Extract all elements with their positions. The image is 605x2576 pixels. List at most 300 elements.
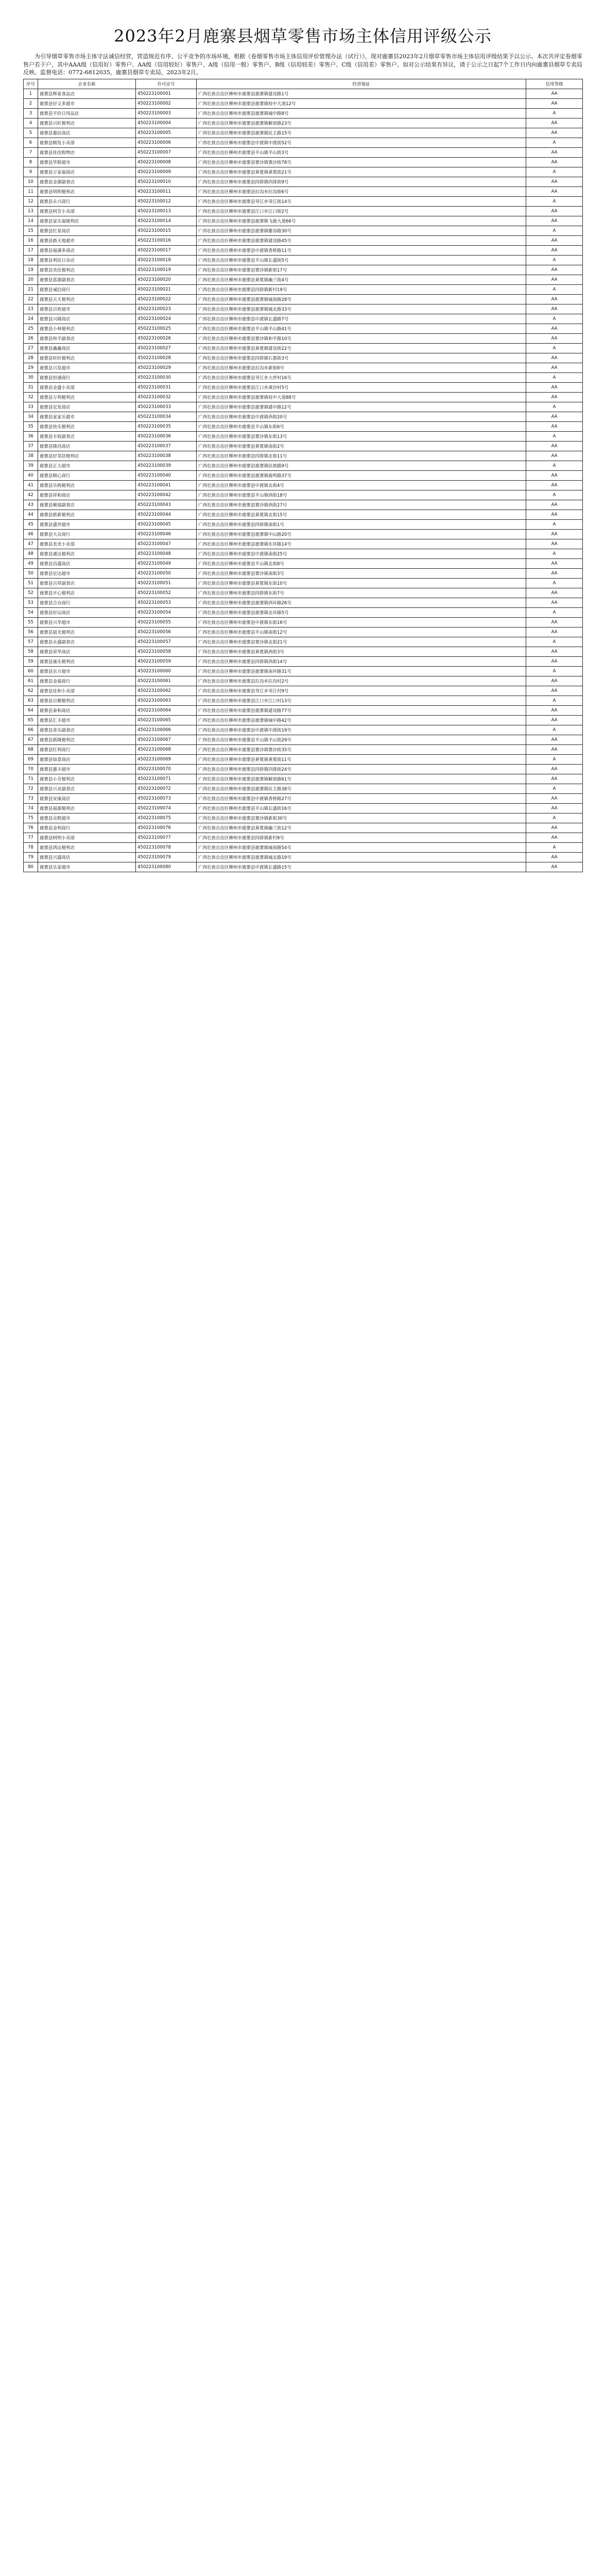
row-credit-grade: AA (526, 735, 583, 744)
row-number: 57 (24, 637, 38, 647)
row-number: 35 (24, 421, 38, 431)
row-address: 广西壮族自治区柳州市鹿寨县江口乡江口街2号 (197, 206, 526, 216)
row-license-number: 450223100003 (136, 108, 197, 118)
row-license-number: 450223100070 (136, 764, 197, 774)
row-credit-grade: AA (526, 647, 583, 656)
row-license-number: 450223100079 (136, 852, 197, 862)
row-license-number: 450223100021 (136, 284, 197, 294)
row-credit-grade: AA (526, 764, 583, 774)
row-business-name: 鹿寨县恒通商行 (38, 372, 136, 382)
row-license-number: 450223100011 (136, 187, 197, 196)
row-license-number: 450223100038 (136, 451, 197, 461)
row-license-number: 450223100046 (136, 529, 197, 539)
row-credit-grade: A (526, 108, 583, 118)
row-business-name: 鹿寨县鑫鑫商店 (38, 343, 136, 353)
row-business-name: 鹿寨县好又多超市 (38, 98, 136, 108)
row-number: 12 (24, 196, 38, 206)
table-row (24, 588, 583, 598)
row-number: 24 (24, 314, 38, 324)
row-credit-grade: AA (526, 715, 583, 725)
row-license-number: 450223100065 (136, 715, 197, 725)
row-address: 广西壮族自治区柳州市鹿寨县鹿寨镇建设路45号 (197, 235, 526, 245)
row-address: 广西壮族自治区柳州市鹿寨县鹿寨镇城南路28号 (197, 294, 526, 304)
row-number: 36 (24, 431, 38, 441)
row-credit-grade: A (526, 519, 583, 529)
table-row (24, 470, 583, 480)
row-address: 广西壮族自治区柳州市鹿寨县四排镇新村19号 (197, 284, 526, 294)
row-address: 广西壮族自治区柳州市鹿寨县鹿寨镇民主路15号 (197, 128, 526, 138)
intro-paragraph: 为引导烟草零售市场主体守法诚信经营，营造规范有序、公平竞争的市场环境，根据《卷烟零售市场主体信用评价管理办法（试行）》，现对鹿寨县2023年2月烟草零售市场主体信用评级结果予以公示。本次共评定卷烟零售户若干户，其中AAA级（信用好）零售户、AA级（信用较好）零售户、A级（信用一般）零售户、B级（信用较差）零售户、C级（信用差）零售户。如对公示结果有异议，请于公示之日起7个工作日内向鹿寨县烟草专卖局反映。监督电话：0772-6812035，鹿寨县烟草专卖局，2023年2月。 (23, 53, 582, 76)
row-license-number: 450223100047 (136, 539, 197, 549)
row-address: 广西壮族自治区柳州市鹿寨县黄冕镇黄冕街21号 (197, 167, 526, 177)
table-row (24, 108, 583, 118)
row-license-number: 450223100040 (136, 470, 197, 480)
row-license-number: 450223100024 (136, 314, 197, 324)
row-credit-grade: AA (526, 157, 583, 167)
row-address: 广西壮族自治区柳州市鹿寨县鹿寨镇建设路77号 (197, 705, 526, 715)
row-address: 广西壮族自治区柳州市鹿寨县中渡镇长盛路15号 (197, 862, 526, 872)
row-number: 19 (24, 265, 38, 275)
row-business-name: 鹿寨县盛世超市 (38, 519, 136, 529)
table-row (24, 196, 583, 206)
row-address: 广西壮族自治区柳州市鹿寨县中渡镇中渡街19号 (197, 725, 526, 735)
row-number: 30 (24, 372, 38, 382)
row-number: 22 (24, 294, 38, 304)
header-grade: 信用等级 (526, 79, 583, 89)
row-number: 53 (24, 598, 38, 607)
row-business-name: 鹿寨县乐购便利店 (38, 480, 136, 490)
row-license-number: 450223100022 (136, 294, 197, 304)
row-license-number: 450223100075 (136, 813, 197, 823)
row-license-number: 450223100031 (136, 382, 197, 392)
row-license-number: 450223100068 (136, 744, 197, 754)
row-business-name: 鹿寨县旺旺便利店 (38, 353, 136, 363)
row-business-name: 鹿寨县安康商店 (38, 793, 136, 803)
row-business-name: 鹿寨县家家乐超市 (38, 412, 136, 421)
row-credit-grade: AA (526, 265, 583, 275)
row-credit-grade: AA (526, 421, 583, 431)
table-row (24, 461, 583, 470)
row-business-name: 鹿寨县惠民商店 (38, 128, 136, 138)
row-number: 26 (24, 333, 38, 343)
row-license-number: 450223100034 (136, 412, 197, 421)
table-row (24, 862, 583, 872)
row-credit-grade: AA (526, 862, 583, 872)
row-credit-grade: AA (526, 705, 583, 715)
row-license-number: 450223100042 (136, 490, 197, 500)
row-address: 广西壮族自治区柳州市鹿寨县黄冕镇幽兰街4号 (197, 275, 526, 284)
row-credit-grade: A (526, 284, 583, 294)
row-address: 广西壮族自治区柳州市鹿寨县江口乡黄沙村5号 (197, 382, 526, 392)
row-license-number: 450223100067 (136, 735, 197, 744)
table-row (24, 382, 583, 392)
row-license-number: 450223100078 (136, 842, 197, 852)
row-number: 40 (24, 470, 38, 480)
row-credit-grade: AA (526, 177, 583, 187)
table-row (24, 480, 583, 490)
row-credit-grade: AA (526, 470, 583, 480)
table-row (24, 226, 583, 235)
row-credit-grade: A (526, 637, 583, 647)
row-license-number: 450223100019 (136, 265, 197, 275)
table-row (24, 813, 583, 823)
row-number: 77 (24, 833, 38, 842)
row-credit-grade: AA (526, 333, 583, 343)
row-business-name: 鹿寨县天天便利店 (38, 294, 136, 304)
row-number: 16 (24, 235, 38, 245)
row-address: 广西壮族自治区柳州市鹿寨县黄冕镇南街2号 (197, 441, 526, 451)
row-business-name: 鹿寨县阿芳小卖部 (38, 206, 136, 216)
table-row (24, 549, 583, 558)
row-number: 15 (24, 226, 38, 235)
row-address: 广西壮族自治区柳州市鹿寨县四排镇西街14号 (197, 656, 526, 666)
row-license-number: 450223100012 (136, 196, 197, 206)
row-license-number: 450223100049 (136, 558, 197, 568)
row-credit-grade: AA (526, 206, 583, 216)
row-business-name: 鹿寨县宏发商店 (38, 402, 136, 412)
row-license-number: 450223100005 (136, 128, 197, 138)
row-address: 广西壮族自治区柳州市鹿寨县鹿寨镇城中路8号 (197, 108, 526, 118)
row-license-number: 450223100026 (136, 333, 197, 343)
row-business-name: 鹿寨县永盛副食店 (38, 637, 136, 647)
row-business-name: 鹿寨县惠丰超市 (38, 764, 136, 774)
row-credit-grade: AA (526, 803, 583, 813)
table-row (24, 696, 583, 705)
row-credit-grade: AA (526, 147, 583, 157)
row-credit-grade: AA (526, 852, 583, 862)
row-address: 广西壮族自治区柳州市鹿寨县鹿寨镇建设路1号 (197, 89, 526, 98)
row-address: 广西壮族自治区柳州市鹿寨县四排镇四排街24号 (197, 764, 526, 774)
row-number: 47 (24, 539, 38, 549)
row-address: 广西壮族自治区柳州市鹿寨县寨沙镇新街30号 (197, 813, 526, 823)
table-row (24, 324, 583, 333)
row-address: 广西壮族自治区柳州市鹿寨县寨沙镇和平路10号 (197, 333, 526, 343)
row-credit-grade: A (526, 696, 583, 705)
table-row (24, 568, 583, 578)
row-license-number: 450223100054 (136, 607, 197, 617)
row-business-name: 鹿寨县福源便利店 (38, 803, 136, 813)
row-credit-grade: AA (526, 235, 583, 245)
row-number: 34 (24, 412, 38, 421)
table-row (24, 725, 583, 735)
row-number: 43 (24, 500, 38, 510)
row-number: 1 (24, 89, 38, 98)
row-license-number: 450223100076 (136, 823, 197, 833)
row-business-name: 鹿寨县华联超市 (38, 157, 136, 167)
row-credit-grade: AA (526, 412, 583, 421)
row-number: 59 (24, 656, 38, 666)
row-business-name: 鹿寨县万利便利店 (38, 392, 136, 402)
row-address: 广西壮族自治区柳州市鹿寨县中渡镇香桥路27号 (197, 793, 526, 803)
row-number: 39 (24, 461, 38, 470)
table-row (24, 490, 583, 500)
table-row (24, 275, 583, 284)
row-credit-grade: AA (526, 216, 583, 226)
row-credit-grade: AA (526, 617, 583, 627)
row-business-name: 鹿寨县昌盛商店 (38, 558, 136, 568)
row-address: 广西壮族自治区柳州市鹿寨县寨沙镇寨沙街35号 (197, 744, 526, 754)
row-credit-grade: AA (526, 500, 583, 510)
table-row (24, 372, 583, 382)
row-business-name: 鹿寨县众联超市 (38, 813, 136, 823)
row-address: 广西壮族自治区柳州市鹿寨县四排镇四排街9号 (197, 177, 526, 187)
row-credit-grade: A (526, 490, 583, 500)
row-license-number: 450223100063 (136, 696, 197, 705)
row-business-name: 鹿寨县兴旺便利店 (38, 118, 136, 128)
row-license-number: 450223100052 (136, 588, 197, 598)
row-number: 31 (24, 382, 38, 392)
row-number: 71 (24, 774, 38, 784)
row-business-name: 鹿寨县兴业副食店 (38, 784, 136, 793)
row-credit-grade: AA (526, 656, 583, 666)
row-business-name: 鹿寨县聚福副食店 (38, 500, 136, 510)
row-business-name: 鹿寨县利民日杂店 (38, 255, 136, 265)
row-business-name: 鹿寨县荣华商店 (38, 647, 136, 656)
row-address: 广西壮族自治区柳州市鹿寨县鹿寨镇城南路54号 (197, 842, 526, 852)
row-license-number: 450223100035 (136, 421, 197, 431)
row-number: 42 (24, 490, 38, 500)
row-address: 广西壮族自治区柳州市鹿寨县中渡镇长盛路7号 (197, 314, 526, 324)
row-credit-grade: A (526, 226, 583, 235)
row-number: 17 (24, 245, 38, 255)
row-license-number: 450223100059 (136, 656, 197, 666)
row-license-number: 450223100023 (136, 304, 197, 314)
row-number: 44 (24, 510, 38, 519)
table-body (24, 89, 583, 872)
row-business-name: 鹿寨县顺心商行 (38, 470, 136, 480)
row-business-name: 鹿寨县泰和商店 (38, 705, 136, 715)
row-license-number: 450223100077 (136, 833, 197, 842)
table-row (24, 157, 583, 167)
row-business-name: 鹿寨县大众商行 (38, 529, 136, 539)
row-business-name: 鹿寨县乐家超市 (38, 862, 136, 872)
row-number: 8 (24, 157, 38, 167)
row-number: 18 (24, 255, 38, 265)
table-row (24, 402, 583, 412)
row-address: 广西壮族自治区柳州市鹿寨县导江乡大坪村16号 (197, 372, 526, 382)
row-license-number: 450223100016 (136, 235, 197, 245)
row-credit-grade: A (526, 784, 583, 793)
row-number: 79 (24, 852, 38, 862)
table-row (24, 353, 583, 363)
table-row (24, 784, 583, 793)
row-address: 广西壮族自治区柳州市鹿寨县黄冕镇黄冕街11号 (197, 754, 526, 764)
row-license-number: 450223100058 (136, 647, 197, 656)
row-license-number: 450223100004 (136, 118, 197, 128)
row-credit-grade: A (526, 666, 583, 676)
row-license-number: 450223100039 (136, 461, 197, 470)
row-business-name: 鹿寨县辉泰食品店 (38, 89, 136, 98)
row-credit-grade: A (526, 607, 583, 617)
row-address: 广西壮族自治区柳州市鹿寨县平山镇平山街29号 (197, 735, 526, 744)
row-address: 广西壮族自治区柳州市鹿寨县寨沙镇西街27号 (197, 500, 526, 510)
row-number: 13 (24, 206, 38, 216)
row-license-number: 450223100017 (136, 245, 197, 255)
table-row (24, 421, 583, 431)
row-business-name: 鹿寨县明明便利店 (38, 187, 136, 196)
row-credit-grade: AA (526, 392, 583, 402)
row-number: 70 (24, 764, 38, 774)
row-credit-grade: AA (526, 793, 583, 803)
watermark (320, 1112, 411, 1176)
row-business-name: 鹿寨县丰收副食店 (38, 431, 136, 441)
row-business-name: 鹿寨县金福商行 (38, 676, 136, 686)
row-address: 广西壮族自治区柳州市鹿寨县导江乡导江村9号 (197, 686, 526, 696)
header-license: 许可证号 (136, 79, 197, 89)
row-address: 广西壮族自治区柳州市鹿寨县黄冕镇建设街22号 (197, 343, 526, 353)
row-license-number: 450223100032 (136, 392, 197, 402)
row-address: 广西壮族自治区柳州市鹿寨县中渡镇北街4号 (197, 480, 526, 490)
row-credit-grade: AA (526, 833, 583, 842)
row-number: 50 (24, 568, 38, 578)
row-credit-grade: A (526, 255, 583, 265)
row-address: 广西壮族自治区柳州市鹿寨县拉沟乡拉沟街6号 (197, 187, 526, 196)
row-number: 7 (24, 147, 38, 157)
row-address: 广西壮族自治区柳州市鹿寨县鹿寨镇南环路31号 (197, 666, 526, 676)
table-row (24, 245, 583, 255)
table-row (24, 138, 583, 147)
row-business-name: 鹿寨县佳和小卖部 (38, 686, 136, 696)
row-business-name: 鹿寨县金盛小卖部 (38, 382, 136, 392)
row-address: 广西壮族自治区柳州市鹿寨县鹿寨镇城北路33号 (197, 304, 526, 314)
row-business-name: 鹿寨县新隆便利店 (38, 735, 136, 744)
row-license-number: 450223100014 (136, 216, 197, 226)
row-license-number: 450223100048 (136, 549, 197, 558)
row-number: 58 (24, 647, 38, 656)
row-business-name: 鹿寨县永兴商行 (38, 196, 136, 206)
table-row (24, 754, 583, 764)
row-number: 63 (24, 696, 38, 705)
row-credit-grade: A (526, 578, 583, 588)
row-address: 广西壮族自治区柳州市鹿寨县鹿寨镇解放路61号 (197, 774, 526, 784)
row-number: 75 (24, 813, 38, 823)
row-business-name: 鹿寨县吉祥副食店 (38, 578, 136, 588)
row-license-number: 450223100020 (136, 275, 197, 284)
table-row (24, 363, 583, 372)
row-number: 74 (24, 803, 38, 813)
row-number: 68 (24, 744, 38, 754)
table-row (24, 392, 583, 402)
row-business-name: 鹿寨县好邻居便利店 (38, 451, 136, 461)
table-row (24, 539, 583, 549)
header-no: 序号 (24, 79, 38, 89)
row-address: 广西壮族自治区柳州市鹿寨县四排镇南街1号 (197, 519, 526, 529)
row-license-number: 450223100051 (136, 578, 197, 588)
table-row (24, 177, 583, 187)
row-license-number: 450223100072 (136, 784, 197, 793)
row-business-name: 鹿寨县开心便利店 (38, 588, 136, 598)
row-credit-grade: AA (526, 275, 583, 284)
row-number: 3 (24, 108, 38, 118)
row-license-number: 450223100036 (136, 431, 197, 441)
row-number: 54 (24, 607, 38, 617)
row-address: 广西壮族自治区柳州市鹿寨县鹿寨镇中山路20号 (197, 529, 526, 539)
row-credit-grade: AA (526, 823, 583, 833)
table-row (24, 637, 583, 647)
row-number: 73 (24, 793, 38, 803)
table-row (24, 735, 583, 744)
row-license-number: 450223100033 (136, 402, 197, 412)
row-business-name: 鹿寨县正大超市 (38, 461, 136, 470)
table-row (24, 676, 583, 686)
row-license-number: 450223100015 (136, 226, 197, 235)
row-number: 80 (24, 862, 38, 872)
row-credit-grade: AA (526, 480, 583, 490)
table-header-row (24, 79, 583, 89)
row-business-name: 鹿寨县东方超市 (38, 666, 136, 676)
row-business-name: 鹿寨县兴华超市 (38, 617, 136, 627)
row-number: 14 (24, 216, 38, 226)
table-row (24, 206, 583, 216)
row-business-name: 鹿寨县快乐便利店 (38, 421, 136, 431)
row-credit-grade: A (526, 842, 583, 852)
table-row (24, 98, 583, 108)
row-address: 广西壮族自治区柳州市鹿寨县四排镇北街11号 (197, 451, 526, 461)
row-address: 广西壮族自治区柳州市鹿寨县寨沙镇东街13号 (197, 431, 526, 441)
row-license-number: 450223100006 (136, 138, 197, 147)
table-row (24, 167, 583, 177)
row-license-number: 450223100041 (136, 480, 197, 490)
row-number: 23 (24, 304, 38, 314)
row-license-number: 450223100073 (136, 793, 197, 803)
row-address: 广西壮族自治区柳州市鹿寨县平山镇平山路41号 (197, 324, 526, 333)
row-business-name: 鹿寨县诚信商行 (38, 284, 136, 294)
table-row (24, 441, 583, 451)
row-number: 66 (24, 725, 38, 735)
table-row (24, 255, 583, 265)
row-license-number: 450223100030 (136, 372, 197, 382)
row-business-name: 鹿寨县金源副食店 (38, 177, 136, 187)
row-number: 56 (24, 627, 38, 637)
page-title: 2023年2月鹿寨县烟草零售市场主体信用评级公示 (114, 26, 492, 46)
row-license-number: 450223100013 (136, 206, 197, 216)
table-row (24, 519, 583, 529)
row-business-name: 鹿寨县新天地超市 (38, 235, 136, 245)
row-business-name: 鹿寨县富源副食店 (38, 275, 136, 284)
row-license-number: 450223100066 (136, 725, 197, 735)
row-license-number: 450223100060 (136, 666, 197, 676)
row-number: 55 (24, 617, 38, 627)
row-business-name: 鹿寨县百顺便利店 (38, 696, 136, 705)
row-license-number: 450223100008 (136, 157, 197, 167)
row-business-name: 鹿寨县如意商店 (38, 754, 136, 764)
row-address: 广西壮族自治区柳州市鹿寨县鹿寨镇桂中大道12号 (197, 98, 526, 108)
row-credit-grade: A (526, 549, 583, 558)
row-license-number: 450223100002 (136, 98, 197, 108)
row-credit-grade: A (526, 754, 583, 764)
row-license-number: 450223100062 (136, 686, 197, 696)
row-number: 25 (24, 324, 38, 333)
row-license-number: 450223100009 (136, 167, 197, 177)
row-number: 78 (24, 842, 38, 852)
row-number: 6 (24, 138, 38, 147)
row-license-number: 450223100007 (136, 147, 197, 157)
row-number: 48 (24, 549, 38, 558)
table-row (24, 265, 583, 275)
row-business-name: 鹿寨县美佳便利店 (38, 265, 136, 275)
row-number: 76 (24, 823, 38, 833)
row-business-name: 鹿寨县新新便利店 (38, 510, 136, 519)
row-address: 广西壮族自治区柳州市鹿寨县鹿寨镇西环路26号 (197, 598, 526, 607)
row-address: 广西壮族自治区柳州市鹿寨县黄冕镇东街10号 (197, 578, 526, 588)
table-row (24, 235, 583, 245)
row-license-number: 450223100045 (136, 519, 197, 529)
row-business-name: 鹿寨县康乐便利店 (38, 656, 136, 666)
row-address: 广西壮族自治区柳州市鹿寨县江口乡江口村13号 (197, 696, 526, 705)
row-number: 9 (24, 167, 38, 177)
row-business-name: 鹿寨县喜乐副食店 (38, 725, 136, 735)
row-address: 广西壮族自治区柳州市鹿寨县鹿寨镇城北路19号 (197, 852, 526, 862)
